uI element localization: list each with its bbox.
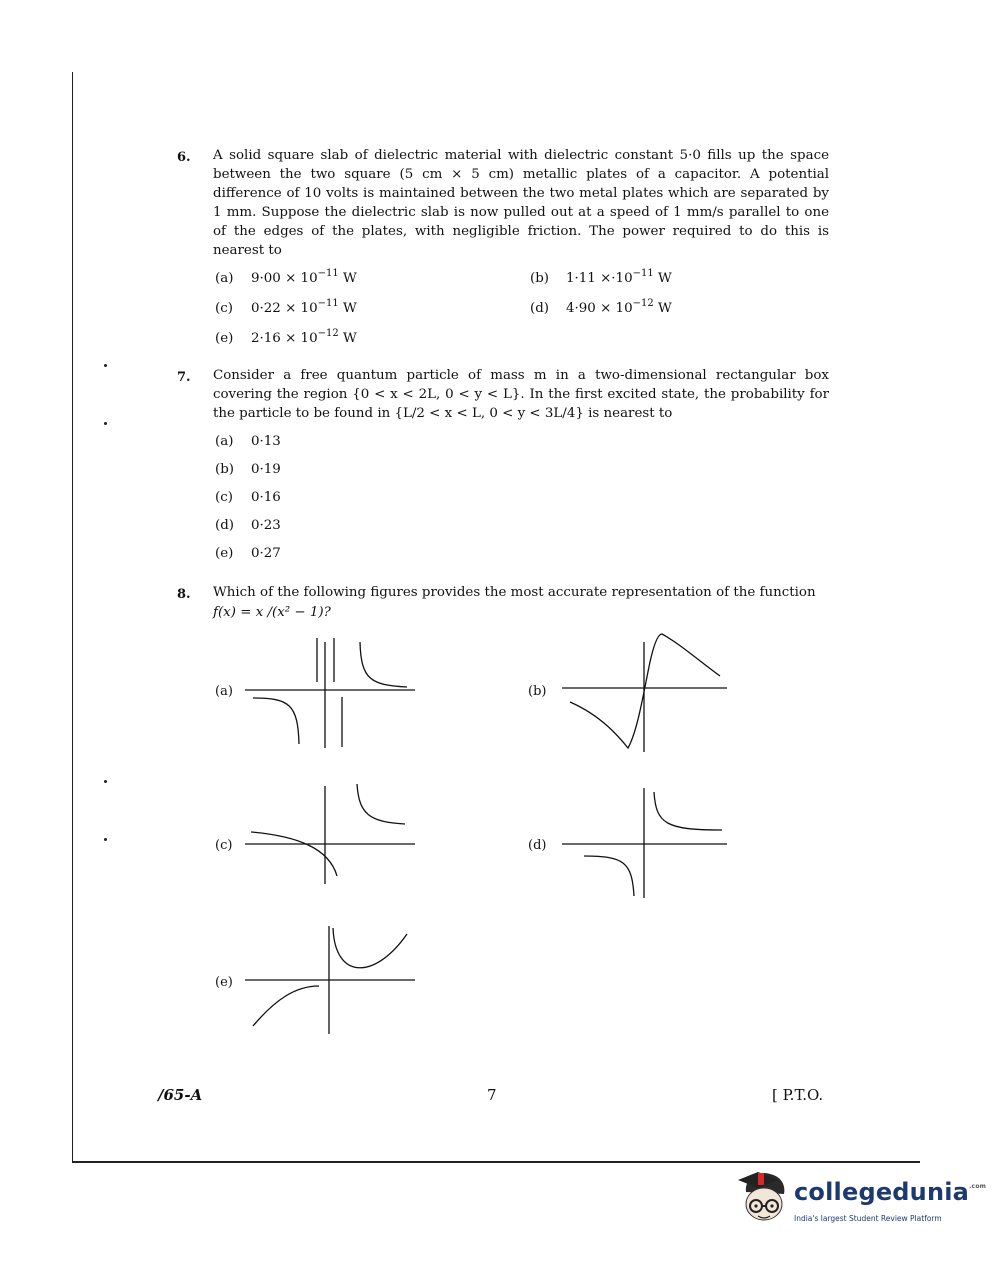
logo-wordmark [794, 1178, 986, 1206]
figure-a-label[interactable]: (a) [215, 684, 233, 699]
q7-option-d[interactable] [215, 518, 281, 533]
page-number: 7 [487, 1086, 497, 1104]
option-label: (c) [215, 490, 233, 505]
scan-dot [104, 780, 107, 783]
option-label: (a) [215, 434, 234, 449]
option-unit: W [653, 301, 672, 316]
option-exponent: −12 [317, 328, 339, 339]
q6-option-b[interactable] [530, 268, 672, 286]
q6-option-e[interactable] [215, 328, 357, 346]
pto-label: [ P.T.O. [772, 1086, 824, 1104]
figure-d-graph [562, 782, 732, 902]
q7-option-c[interactable] [215, 490, 281, 505]
bottom-rule [72, 1161, 920, 1163]
q6-option-c[interactable] [215, 298, 357, 316]
option-base: 1·11 ×·10 [566, 271, 633, 286]
figure-a-graph [245, 632, 415, 752]
question-8-text-line1: Which of the following figures provides the most accurate representation of the function [213, 585, 816, 600]
figure-b-graph [562, 630, 732, 755]
option-exponent: −11 [317, 298, 339, 309]
option-label: (d) [530, 301, 550, 316]
question-6-text: A solid square slab of dielectric material with dielectric constant 5·0 fills up the space between the two square (5 cm × 5 cm) metallic plates of a capacitor. A potential difference of 10 volts is maintained between the two metal plates which are separated by 1 mm. Suppose the dielectric slab is now pulled out at a speed of 1 mm/s parallel to one of the edges of the plates, with negligible friction. The power required to do this is nearest to [213, 148, 829, 258]
figure-d-label[interactable]: (d) [528, 838, 547, 853]
option-label: (b) [530, 271, 550, 286]
option-value: 0·13 [251, 434, 281, 449]
q7-option-b[interactable] [215, 462, 281, 477]
option-base: 9·00 × 10 [251, 271, 318, 286]
question-8-text-line2: f(x) = x /(x² − 1)? [213, 605, 331, 620]
option-label: (a) [215, 271, 234, 286]
option-value: 0·27 [251, 546, 281, 561]
question-7-text: Consider a free quantum particle of mass m in a two-dimensional rectangular box covering the region {0 < x < 2L, 0 < y < L}. In the first excited state, the probability for the particle to be found in {L/2 < x < L, 0 < y < 3L/4} is nearest to [213, 368, 829, 421]
q6-option-a[interactable] [215, 268, 357, 286]
option-exponent: −11 [317, 268, 339, 279]
option-unit: W [338, 331, 357, 346]
figure-e-label[interactable]: (e) [215, 975, 233, 990]
q7-option-e[interactable] [215, 546, 281, 561]
option-unit: W [338, 301, 357, 316]
question-7-number: 7. [177, 370, 191, 385]
q6-option-d[interactable] [530, 298, 672, 316]
q7-option-a[interactable] [215, 434, 281, 449]
scan-dot [104, 364, 107, 367]
option-base: 0·22 × 10 [251, 301, 318, 316]
collegedunia-logo[interactable] [736, 1170, 987, 1230]
figure-c-label[interactable]: (c) [215, 838, 233, 853]
left-margin-rule [72, 72, 73, 1162]
option-label: (b) [215, 462, 235, 477]
logo-name: collegedunia [794, 1178, 970, 1206]
figure-c-graph [245, 776, 415, 888]
figure-b-label[interactable]: (b) [528, 684, 547, 699]
option-base: 2·16 × 10 [251, 331, 318, 346]
scan-dot [104, 422, 107, 425]
option-exponent: −11 [632, 268, 654, 279]
option-value: 0·19 [251, 462, 281, 477]
paper-code: /65-A [158, 1086, 203, 1104]
scan-dot [104, 838, 107, 841]
option-base: 4·90 × 10 [566, 301, 633, 316]
question-8-number: 8. [177, 587, 191, 602]
mascot-icon [736, 1170, 792, 1228]
option-unit: W [653, 271, 672, 286]
option-label: (e) [215, 331, 234, 346]
logo-tagline: India's largest Student Review Platform [794, 1214, 942, 1223]
option-label: (d) [215, 518, 235, 533]
option-label: (c) [215, 301, 233, 316]
option-unit: W [338, 271, 357, 286]
figure-e-graph [245, 922, 415, 1040]
logo-suffix: .com [969, 1183, 987, 1190]
option-value: 0·23 [251, 518, 281, 533]
question-6-number: 6. [177, 150, 191, 165]
option-label: (e) [215, 546, 234, 561]
option-value: 0·16 [251, 490, 281, 505]
option-exponent: −12 [632, 298, 654, 309]
